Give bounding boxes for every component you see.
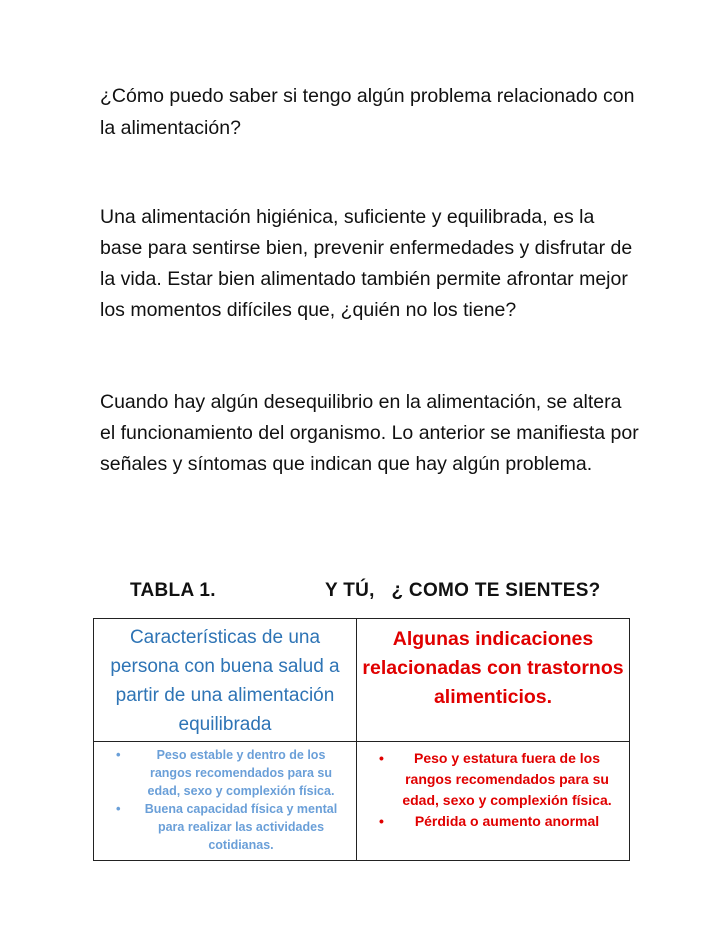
- table-label: TABLA 1.: [130, 580, 216, 601]
- paragraph-1: Una alimentación higiénica, suficiente y equilibrada, es la base para sentirse bien, prevenir enfermedades y disfrutar de la vida. Estar bien alimentado también permite afrontar mejor los momentos difíciles que, ¿quién no los tiene?: [100, 206, 633, 321]
- header-disorders: Algunas indicaciones relacionadas con trastornos alimenticios.: [357, 619, 630, 742]
- list-item: • Peso y estatura fuera de los rangos recomendados para su edad, sexo y complexión física.: [379, 750, 612, 808]
- table-row: [94, 742, 630, 861]
- bullet-icon: •: [379, 813, 384, 829]
- disorders-list: [357, 742, 629, 838]
- symptoms-table: [93, 618, 630, 861]
- list-item: • Peso estable y dentro de los rangos recomendados para su edad, sexo y complexión física.: [116, 747, 335, 798]
- healthy-cell: [94, 742, 357, 861]
- bullet-icon: •: [116, 801, 121, 816]
- disorders-cell: [357, 742, 630, 861]
- bullet-icon: •: [116, 747, 121, 762]
- table-title: Y TÚ, ¿ COMO TE SIENTES?: [325, 580, 601, 601]
- table-header-row: [94, 619, 630, 742]
- list-item: • Pérdida o aumento anormal: [357, 811, 623, 832]
- list-item: • Buena capacidad física y mental para realizar las actividades cotidianas.: [116, 801, 338, 852]
- header-healthy: Características de una persona con buena salud a partir de una alimentación equilibrada: [94, 619, 357, 742]
- question-heading: ¿Cómo puedo saber si tengo algún problema relacionado con la alimentación?: [100, 85, 635, 139]
- healthy-list: [94, 742, 356, 860]
- paragraph-2: Cuando hay algún desequilibrio en la alimentación, se altera el funcionamiento del organismo. Lo anterior se manifiesta por señales y síntomas que indican que hay algún problema.: [100, 391, 639, 475]
- bullet-icon: •: [379, 750, 384, 766]
